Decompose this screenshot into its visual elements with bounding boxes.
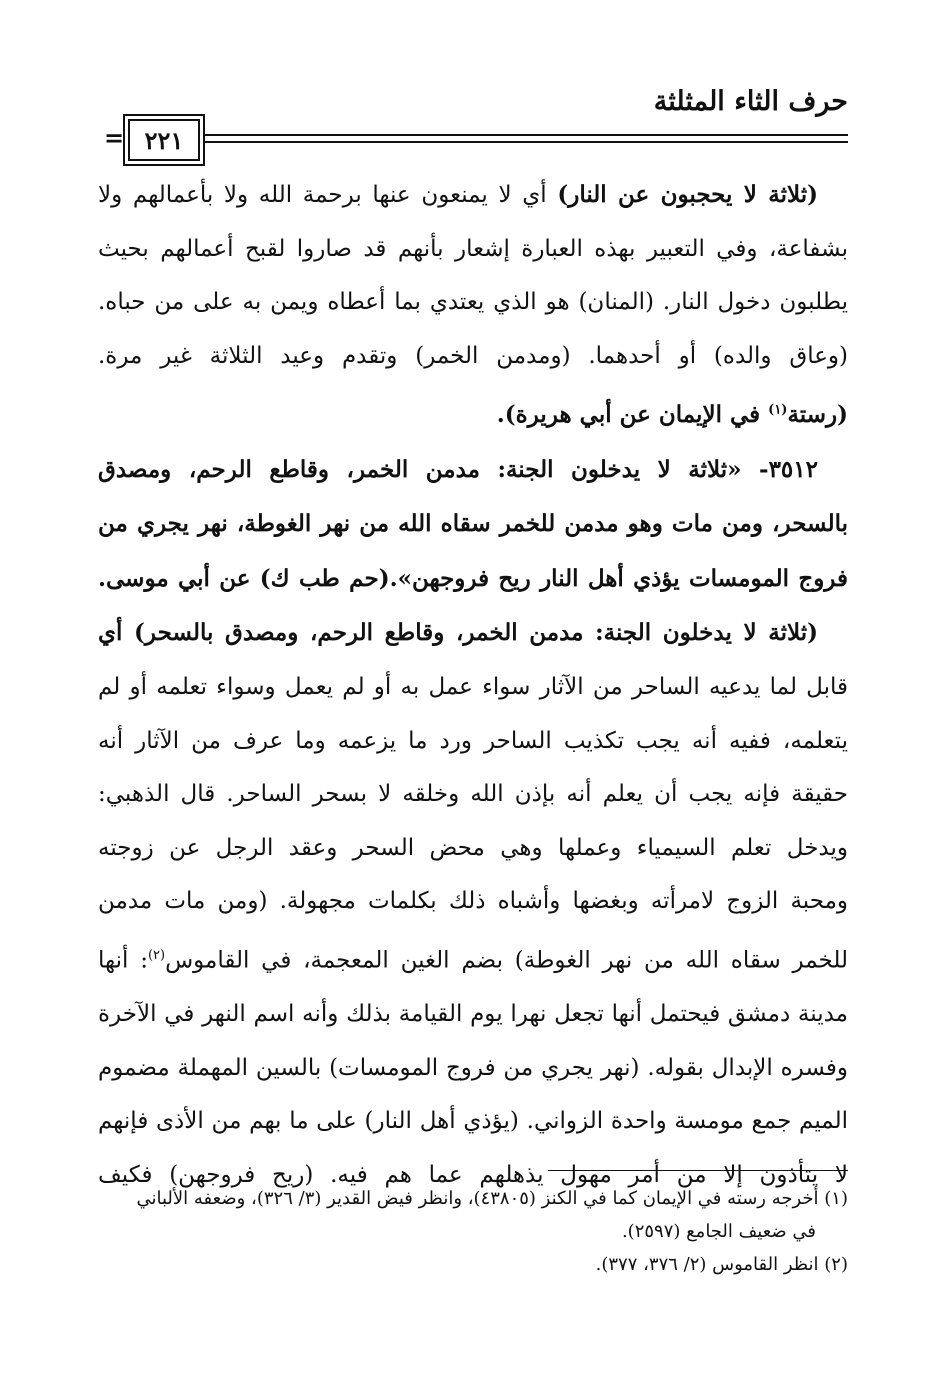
bold-phrase: (ثلاثة لا يحجبون عن النار) (557, 181, 819, 208)
source-ref: (رستة (787, 401, 848, 429)
text-line: يطلبون دخول النار. (المنان) هو الذي يعتدي بما أعطاه ويمن به على من حباه. (98, 289, 848, 316)
text-line: لا يتأذون إلا من أمر مهول يذهلهم عما هم فيه. (ريح فروجهن) فكيف (98, 1162, 848, 1188)
hadith-line: بالسحر، ومن مات وهو مدمن للخمر سقاه الله من نهر الغوطة، نهر يجري من (98, 510, 848, 538)
footnote-2: (٢) انظر القاموس (٢/ ٣٧٦، ٣٧٧). (595, 1254, 848, 1275)
text-line: ويدخل تعلم السيمياء وعملها وهي محض السحر وعقد الرجل عن زوجته (98, 834, 848, 861)
header-rule (196, 134, 848, 136)
text-line: وفسره الإبدال بقوله. (نهر يجري من فروج المومسات) بالسين المهملة مضموم (98, 1054, 848, 1081)
footnote-rule (548, 1170, 848, 1171)
text-line: (ثلاثة لا يدخلون الجنة: مدمن الخمر، وقاطع الرحم، ومصدق بالسحر) أي (98, 619, 818, 647)
header-rule-double (196, 141, 848, 143)
text-line: مدينة دمشق فيحتمل أنها تجعل نهرا يوم القيامة بذلك وأنه اسم النهر في الآخرة (98, 1001, 848, 1028)
footnotes (98, 1182, 848, 1281)
footnote-1: (١) أخرجه رسته في الإيمان كما في الكنز (٤٣٨٠٥)، وانظر فيض القدير (٣/ ٣٢٦)، وضعفه الألباني (136, 1188, 848, 1209)
text-line: للخمر سقاه الله من نهر الغوطة) بضم الغين المعجمة، في القاموس$^{(٢)}$: أنها (98, 947, 848, 974)
text-line: (وعاق والده) أو أحدهما. (ومدمن الخمر) وتقدم وعيد الثلاثة غير مرة. (98, 342, 848, 369)
footnote-1-cont: في ضعيف الجامع (٢٥٩٧). (621, 1221, 816, 1242)
text-line: يتعلمه، ففيه أنه يجب تكذيب الساحر ورد ما يزعمه وما عرف من الآثار أنه (98, 727, 848, 754)
running-title: حرف الثاء المثلثة (653, 86, 848, 117)
page-number: ٢٢١ (128, 119, 200, 161)
hadith-line: ٣٥١٢- «ثلاثة لا يدخلون الجنة: مدمن الخمر، وقاطع الرحم، ومصدق (98, 455, 818, 483)
body-text (98, 168, 848, 1203)
hadith-line: فروج المومسات يؤذي أهل النار ريح فروجهن».(حم طب ك) عن أبي موسى. (98, 564, 848, 592)
text-line: حقيقة فإنه يجب أن يعلم أنه بإذن الله وخلقه لا بسحر الساحر. قال الذهبي: (98, 781, 848, 808)
footnote-ref: (٢) (147, 947, 166, 963)
text-line: بشفاعة، وفي التعبير بهذه العبارة إشعار بأنهم قد صاروا لقبح أعمالهم بحيث (98, 235, 848, 262)
text-line: الميم جمع مومسة واحدة الزواني. (يؤذي أهل النار) على ما بهم من الأذى فإنهم (98, 1108, 848, 1135)
source-ref-cont: في الإيمان عن أبي هريرة). (496, 401, 769, 429)
text-line: (ثلاثة لا يحجبون عن النار) أي لا يمنعون عنها برحمة الله ولا بأعمالهم ولا (98, 181, 819, 208)
text-line: ومحبة الزوج لامرأته وبغضها وأشباه ذلك بكلمات مجهولة. (ومن مات مدمن (98, 888, 848, 915)
ornament-mark: = (104, 123, 125, 152)
text-line (98, 383, 848, 442)
text-line: قابل لما يدعيه الساحر من الآثار سواء عمل به أو لم يعمل وسواء تعلمه أو لم (98, 674, 848, 700)
footnote-ref: (١) (768, 402, 788, 418)
